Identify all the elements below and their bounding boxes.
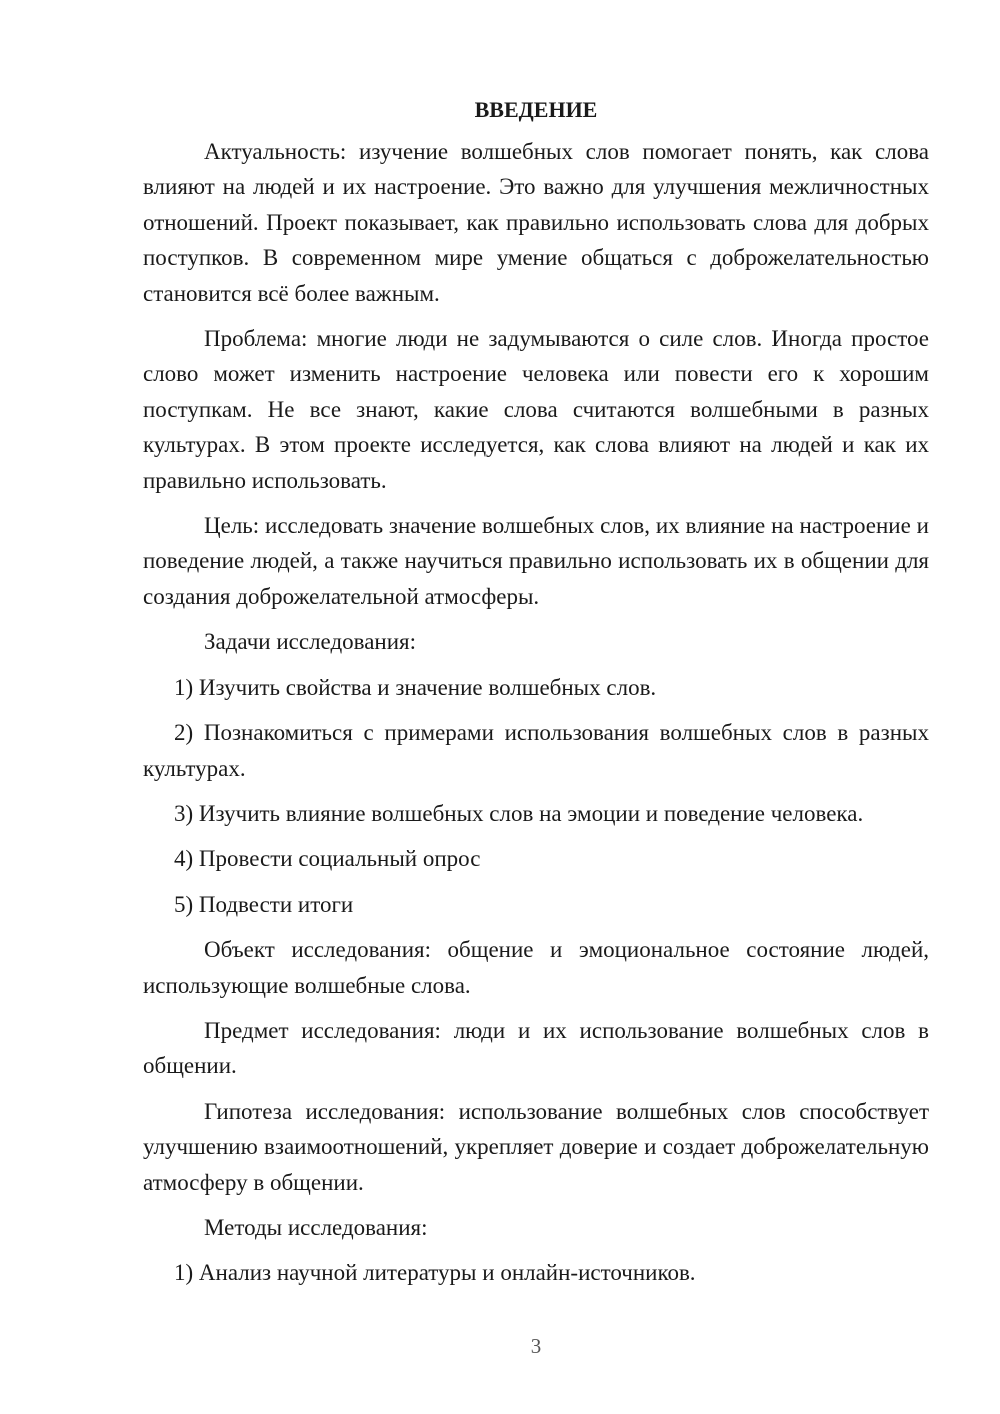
relevance-paragraph: Актуальность: изучение волшебных слов помогает понять, как слова влияют на людей и их настроение. Это важно для улучшения межличностных отношений. Проект показывает, как правильно использовать слова для добрых поступков. В современном мире умение общаться с доброжелательностью становится всё более важным.: [143, 139, 929, 306]
page-number: 3: [530, 1334, 542, 1358]
object-paragraph: Объект исследования: общение и эмоциональное состояние людей, использующие волшебные слова.: [143, 937, 929, 998]
subject-paragraph: Предмет исследования: люди и их использование волшебных слов в общении.: [143, 1017, 929, 1079]
task-item-1: 1) Изучить свойства и значение волшебных слов.: [174, 674, 657, 700]
page-content: [143, 94, 929, 1301]
task-item-5: 5) Подвести итоги: [174, 891, 354, 917]
goal-paragraph: Цель: исследовать значение волшебных слов, их влияние на настроение и поведение людей, а также научиться правильно использовать их в общении для создания доброжелательной атмосферы.: [143, 513, 929, 609]
task-item-2: 2) Познакомиться с примерами использования волшебных слов в разных культурах.: [143, 720, 929, 781]
problem-paragraph: Проблема: многие люди не задумываются о силе слов. Иногда простое слово может изменить настроение человека или повести его к хорошим поступкам. Не все знают, какие слова считаются волшебными в разных культурах. В этом проекте исследуется, как слова влияют на людей и как их правильно использовать.: [143, 326, 929, 493]
method-item-1: 1) Анализ научной литературы и онлайн-источников.: [174, 1260, 696, 1286]
tasks-label: Задачи исследования:: [204, 629, 417, 655]
task-item-3: 3) Изучить влияние волшебных слов на эмоции и поведение человека.: [174, 800, 864, 826]
methods-label: Методы исследования:: [204, 1214, 428, 1240]
hypothesis-paragraph: Гипотеза исследования: использование волшебных слов способствует улучшению взаимоотношений, укрепляет доверие и создает доброжелательную атмосферу в общении.: [143, 1098, 929, 1195]
section-title: ВВЕДЕНИЕ: [474, 97, 598, 122]
task-item-4: 4) Провести социальный опрос: [174, 846, 481, 872]
